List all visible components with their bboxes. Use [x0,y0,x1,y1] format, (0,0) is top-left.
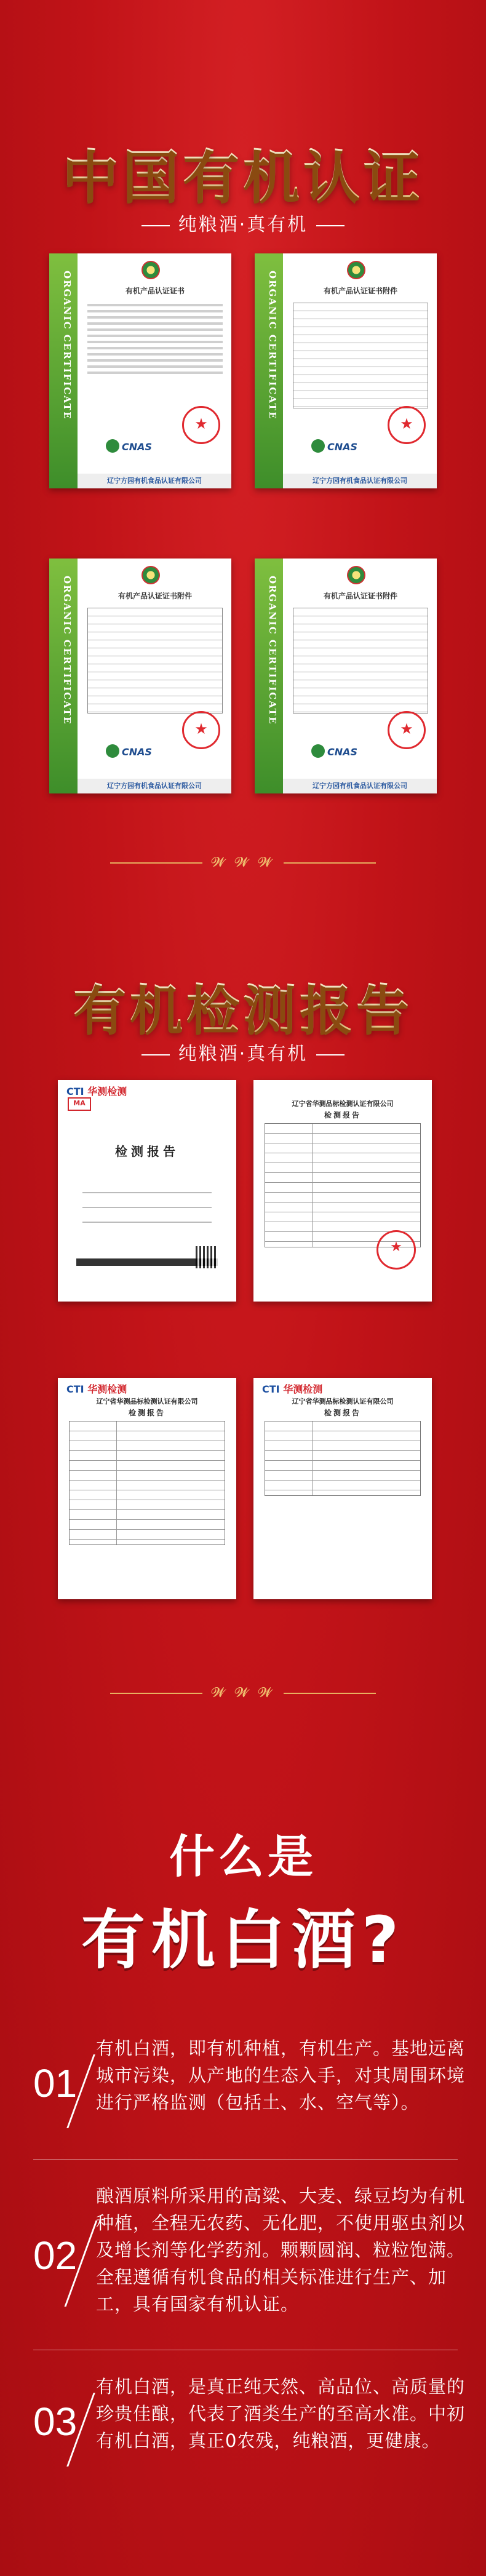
red-seal-icon: ★ [388,406,426,444]
question-line-2: 有机白酒? [81,1902,405,1978]
section1-subtitle: 纯粮酒·真有机 [0,209,486,236]
qr-code-icon [196,1246,218,1268]
question-line-1: 什么是 [169,1831,317,1883]
cover-lines [82,1179,212,1236]
cnas-mark: CNAS [327,746,358,758]
report-page-3 [253,1378,432,1599]
report-title: 检测报告 [324,1111,361,1119]
report-title: 检测报告 [128,1409,165,1417]
report-org: 辽宁省华测品标检测认证有限公司 [96,1397,198,1405]
report-cover-title: 检测报告 [115,1144,179,1159]
item-text: 有机白酒，即有机种植，有机生产。基地远离城市污染，从产地的生态入手，对其周围环境进行严格监测（包括土、水、空气等）。 [96,2038,466,2113]
item-text: 酿酒原料所采用的高粱、大麦、绿豆均为有机种植，全程无农药、无化肥，不使用驱虫剂以及增长剂等化学药剂。颗颗圆润、粒粒饱满。全程遵循有机食品的相关标准进行生产、加工，具有国家有机认证。 [96,2185,466,2315]
ornament-divider: 𝓦 𝓦 𝓦 [0,855,486,870]
ma-mark: MA [68,1097,91,1111]
certificate-annex-2 [49,559,231,793]
cert-stripe-text: ORGANIC CERTIFICATE [62,576,73,725]
report-table [265,1123,421,1247]
red-seal-icon: ★ [388,711,426,749]
cert-title: 有机产品认证证书附件 [323,592,397,600]
cert-issuer: 辽宁方园有机食品认证有限公司 [78,474,231,488]
list-item-02 [33,2177,464,2350]
red-seal-icon: ★ [182,711,220,749]
cnas-logo-icon [106,439,119,453]
report-page-1 [253,1080,432,1302]
cert-stripe-text: ORGANIC CERTIFICATE [62,271,73,420]
cert-issuer: 辽宁方园有机食品认证有限公司 [283,779,437,793]
cert-stripe-text: ORGANIC CERTIFICATE [267,271,278,420]
red-seal-icon: ★ [182,406,220,444]
cert-title: 有机产品认证证书附件 [118,592,192,600]
report-title: 检测报告 [324,1409,361,1417]
cnas-logo-icon [311,744,325,758]
cti-logo: CTI 华测检测 [66,1383,127,1395]
red-stamp-icon [376,1230,416,1270]
subtitle-dash-left [141,1054,170,1055]
certificate-main [49,253,231,488]
cert-table [293,303,428,408]
report-table [265,1421,421,1496]
item-separator [33,2159,458,2160]
divider-line [110,862,202,864]
cert-table [87,608,223,714]
organic-logo-icon [347,566,365,584]
section2-title: 有机检测报告 [73,979,413,1041]
report-cover [58,1080,236,1302]
list-item-01 [33,2030,464,2153]
organic-logo-icon [347,261,365,279]
item-number: 02 [33,2233,78,2278]
report-table [69,1421,225,1545]
cert-title: 有机产品认证证书附件 [323,287,397,295]
section1-title: 中国有机认证 [62,144,424,210]
cti-logo: CTI 华测检测 [262,1383,323,1395]
divider-line [284,1693,376,1694]
subtitle-dash-right [316,1054,345,1055]
cert-table [293,608,428,714]
list-item-03 [33,2368,464,2491]
report-page-2 [58,1378,236,1599]
certificate-annex-3 [255,559,437,793]
subtitle-dash-right [316,225,345,226]
item-number: 03 [33,2399,78,2444]
cert-title: 有机产品认证证书 [125,287,185,295]
cnas-logo-icon [311,439,325,453]
section2-subtitle: 纯粮酒·真有机 [0,1038,486,1065]
cnas-logo-icon [106,744,119,758]
divider-line [284,862,376,864]
item-number: 01 [33,2061,78,2105]
subtitle-dash-left [141,225,170,226]
cnas-mark: CNAS [122,441,153,453]
divider-line [110,1693,202,1694]
report-org: 辽宁省华测品标检测认证有限公司 [292,1100,394,1108]
organic-logo-icon [141,566,160,584]
organic-logo-icon [141,261,160,279]
ornament-divider: 𝓦 𝓦 𝓦 [0,1685,486,1701]
cnas-mark: CNAS [327,441,358,453]
cert-text-lines [87,300,223,378]
cti-logo: CTI 华测检测 [66,1086,127,1097]
certificate-annex-1 [255,253,437,488]
cert-issuer: 辽宁方园有机食品认证有限公司 [78,779,231,793]
item-text: 有机白酒，是真正纯天然、高品位、高质量的珍贵佳酿，代表了酒类生产的至高水准。中初有机白酒，真正0农残，纯粮酒，更健康。 [96,2376,466,2451]
cnas-mark: CNAS [122,746,153,758]
cert-stripe-text: ORGANIC CERTIFICATE [267,576,278,725]
cert-issuer: 辽宁方园有机食品认证有限公司 [283,474,437,488]
report-org: 辽宁省华测品标检测认证有限公司 [292,1397,394,1405]
